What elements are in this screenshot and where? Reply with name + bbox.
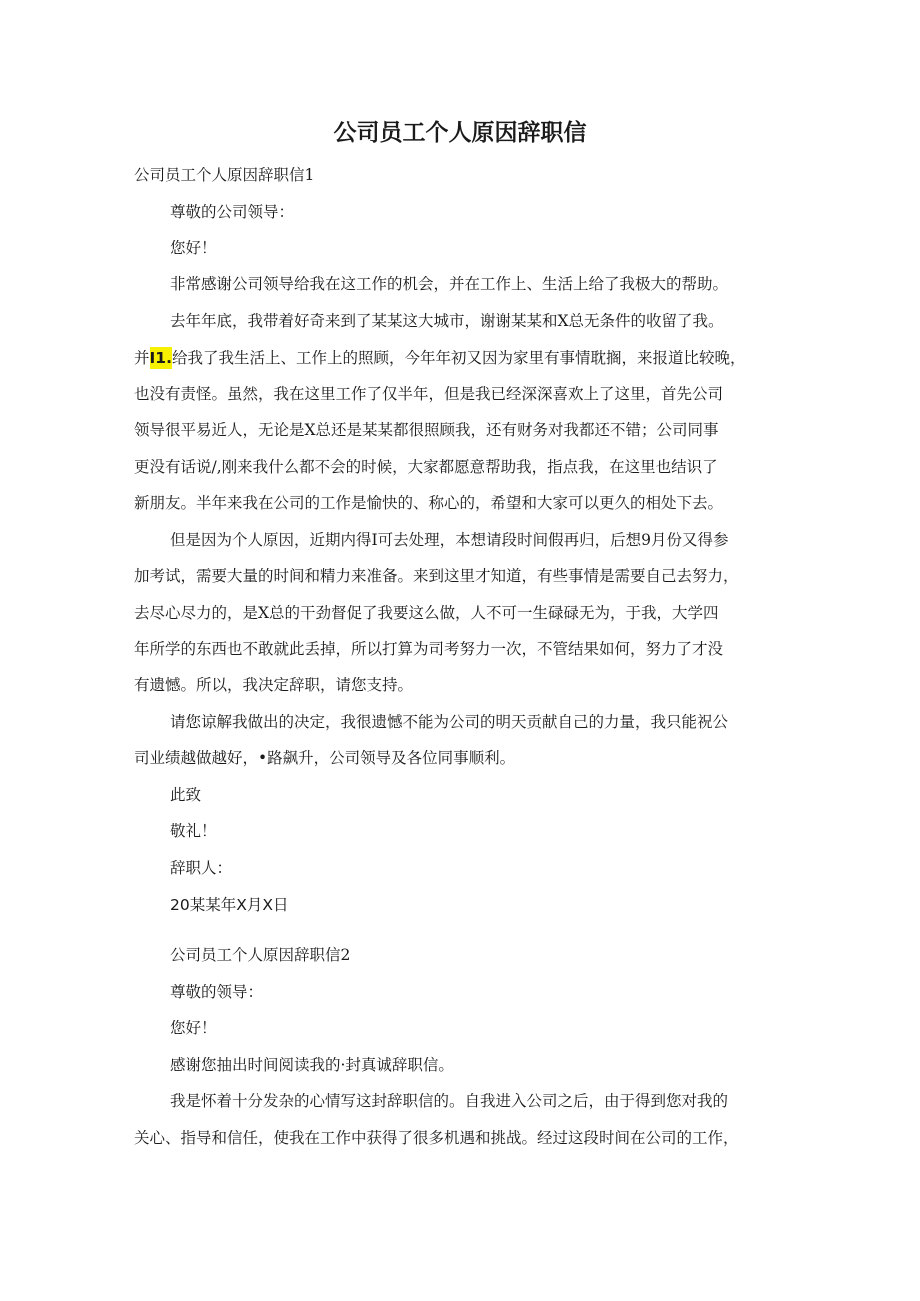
document-title: 公司员工个人原因辞职信 (333, 120, 587, 146)
letter1-paragraph3-line1: 但是因为个人原因，近期内得I可去处理，本想请段时间假再归，后想9月份又得参 (170, 531, 729, 549)
letter1-paragraph4-line2: 司业绩越做越好，•路飙升，公司领导及各位同事顺利。 (134, 749, 516, 767)
letter1-paragraph4-line1: 请您谅解我做出的决定，我很遗憾不能为公司的明天贡献自己的力量，我只能祝公 (170, 713, 729, 731)
letter1-signer: 辞职人： (170, 859, 233, 877)
letter1-paragraph2-line2 (134, 346, 745, 368)
letter2-heading: 公司员工个人原因辞职信2 (170, 946, 351, 964)
letter2-paragraph2-line1: 我是怀着十分发杂的心情写这封辞职信的。自我进入公司之后，由于得到您对我的 (170, 1092, 729, 1110)
letter1-paragraph3-line4: 年所学的东西也不敢就此丢掉，所以打算为司考努力一次，不管结果如何，努力了才没 (134, 640, 724, 658)
letter1-paragraph2-line1: 去年年底，我带着好奇来到了某某这大城市，谢谢某某和X总无条件的收留了我。 (170, 312, 724, 330)
letter1-paragraph3-line2: 加考试，需要大量的时间和精力来准备。来到这里才知道，有些事情是需要自己去努力， (134, 567, 739, 585)
letter1-paragraph2-line5: 更没有话说/,刚来我什么都不会的时候，大家都愿意帮助我，指点我，在这里也结识了 (134, 458, 718, 476)
letter1-closing-2: 敬礼！ (170, 822, 217, 840)
letter1-paragraph3-line3: 去尽心尽力的，是X总的干劲督促了我要这么做，人不可一生碌碌无为，于我，大学四 (134, 604, 719, 622)
letter1-closing-1: 此致 (170, 786, 202, 804)
letter1-date: 20某某年X月X日 (170, 896, 289, 914)
highlighted-text: I1. (149, 349, 172, 367)
p2-line2-prefix: 并 (134, 349, 150, 367)
letter1-salutation: 尊敬的公司领导： (170, 203, 295, 221)
letter2-greeting: 您好！ (170, 1019, 217, 1037)
p2-line2-rest: 给我了我生活上、工作上的照顾，今年年初又因为家里有事情耽搁，来报道比较晚， (171, 349, 746, 367)
letter1-heading: 公司员工个人原因辞职信1 (134, 166, 315, 184)
letter1-paragraph2-line6: 新朋友。半年来我在公司的工作是愉快的、称心的，希望和大家可以更久的相处下去。 (134, 494, 724, 512)
letter1-paragraph2-line4: 领导很平易近人，无论是X总还是某某都很照顾我，还有财务对我都还不错；公司同事 (134, 421, 719, 439)
letter1-greeting: 您好！ (170, 239, 217, 257)
letter2-paragraph2-line2: 关心、指导和信任，使我在工作中获得了很多机遇和挑战。经过这段时间在公司的工作， (134, 1129, 739, 1147)
letter1-paragraph2-line3: 也没有责怪。虽然，我在这里工作了仅半年，但是我已经深深喜欢上了这里，首先公司 (134, 385, 724, 403)
letter2-paragraph1: 感谢您抽出时间阅读我的·封真诚辞职信。 (170, 1056, 454, 1074)
letter1-paragraph1: 非常感谢公司领导给我在这工作的机会，并在工作上、生活上给了我极大的帮助。 (170, 275, 729, 293)
letter2-salutation: 尊敬的领导： (170, 983, 264, 1001)
letter1-paragraph3-line5: 有遗憾。所以，我决定辞职，请您支持。 (134, 676, 414, 694)
